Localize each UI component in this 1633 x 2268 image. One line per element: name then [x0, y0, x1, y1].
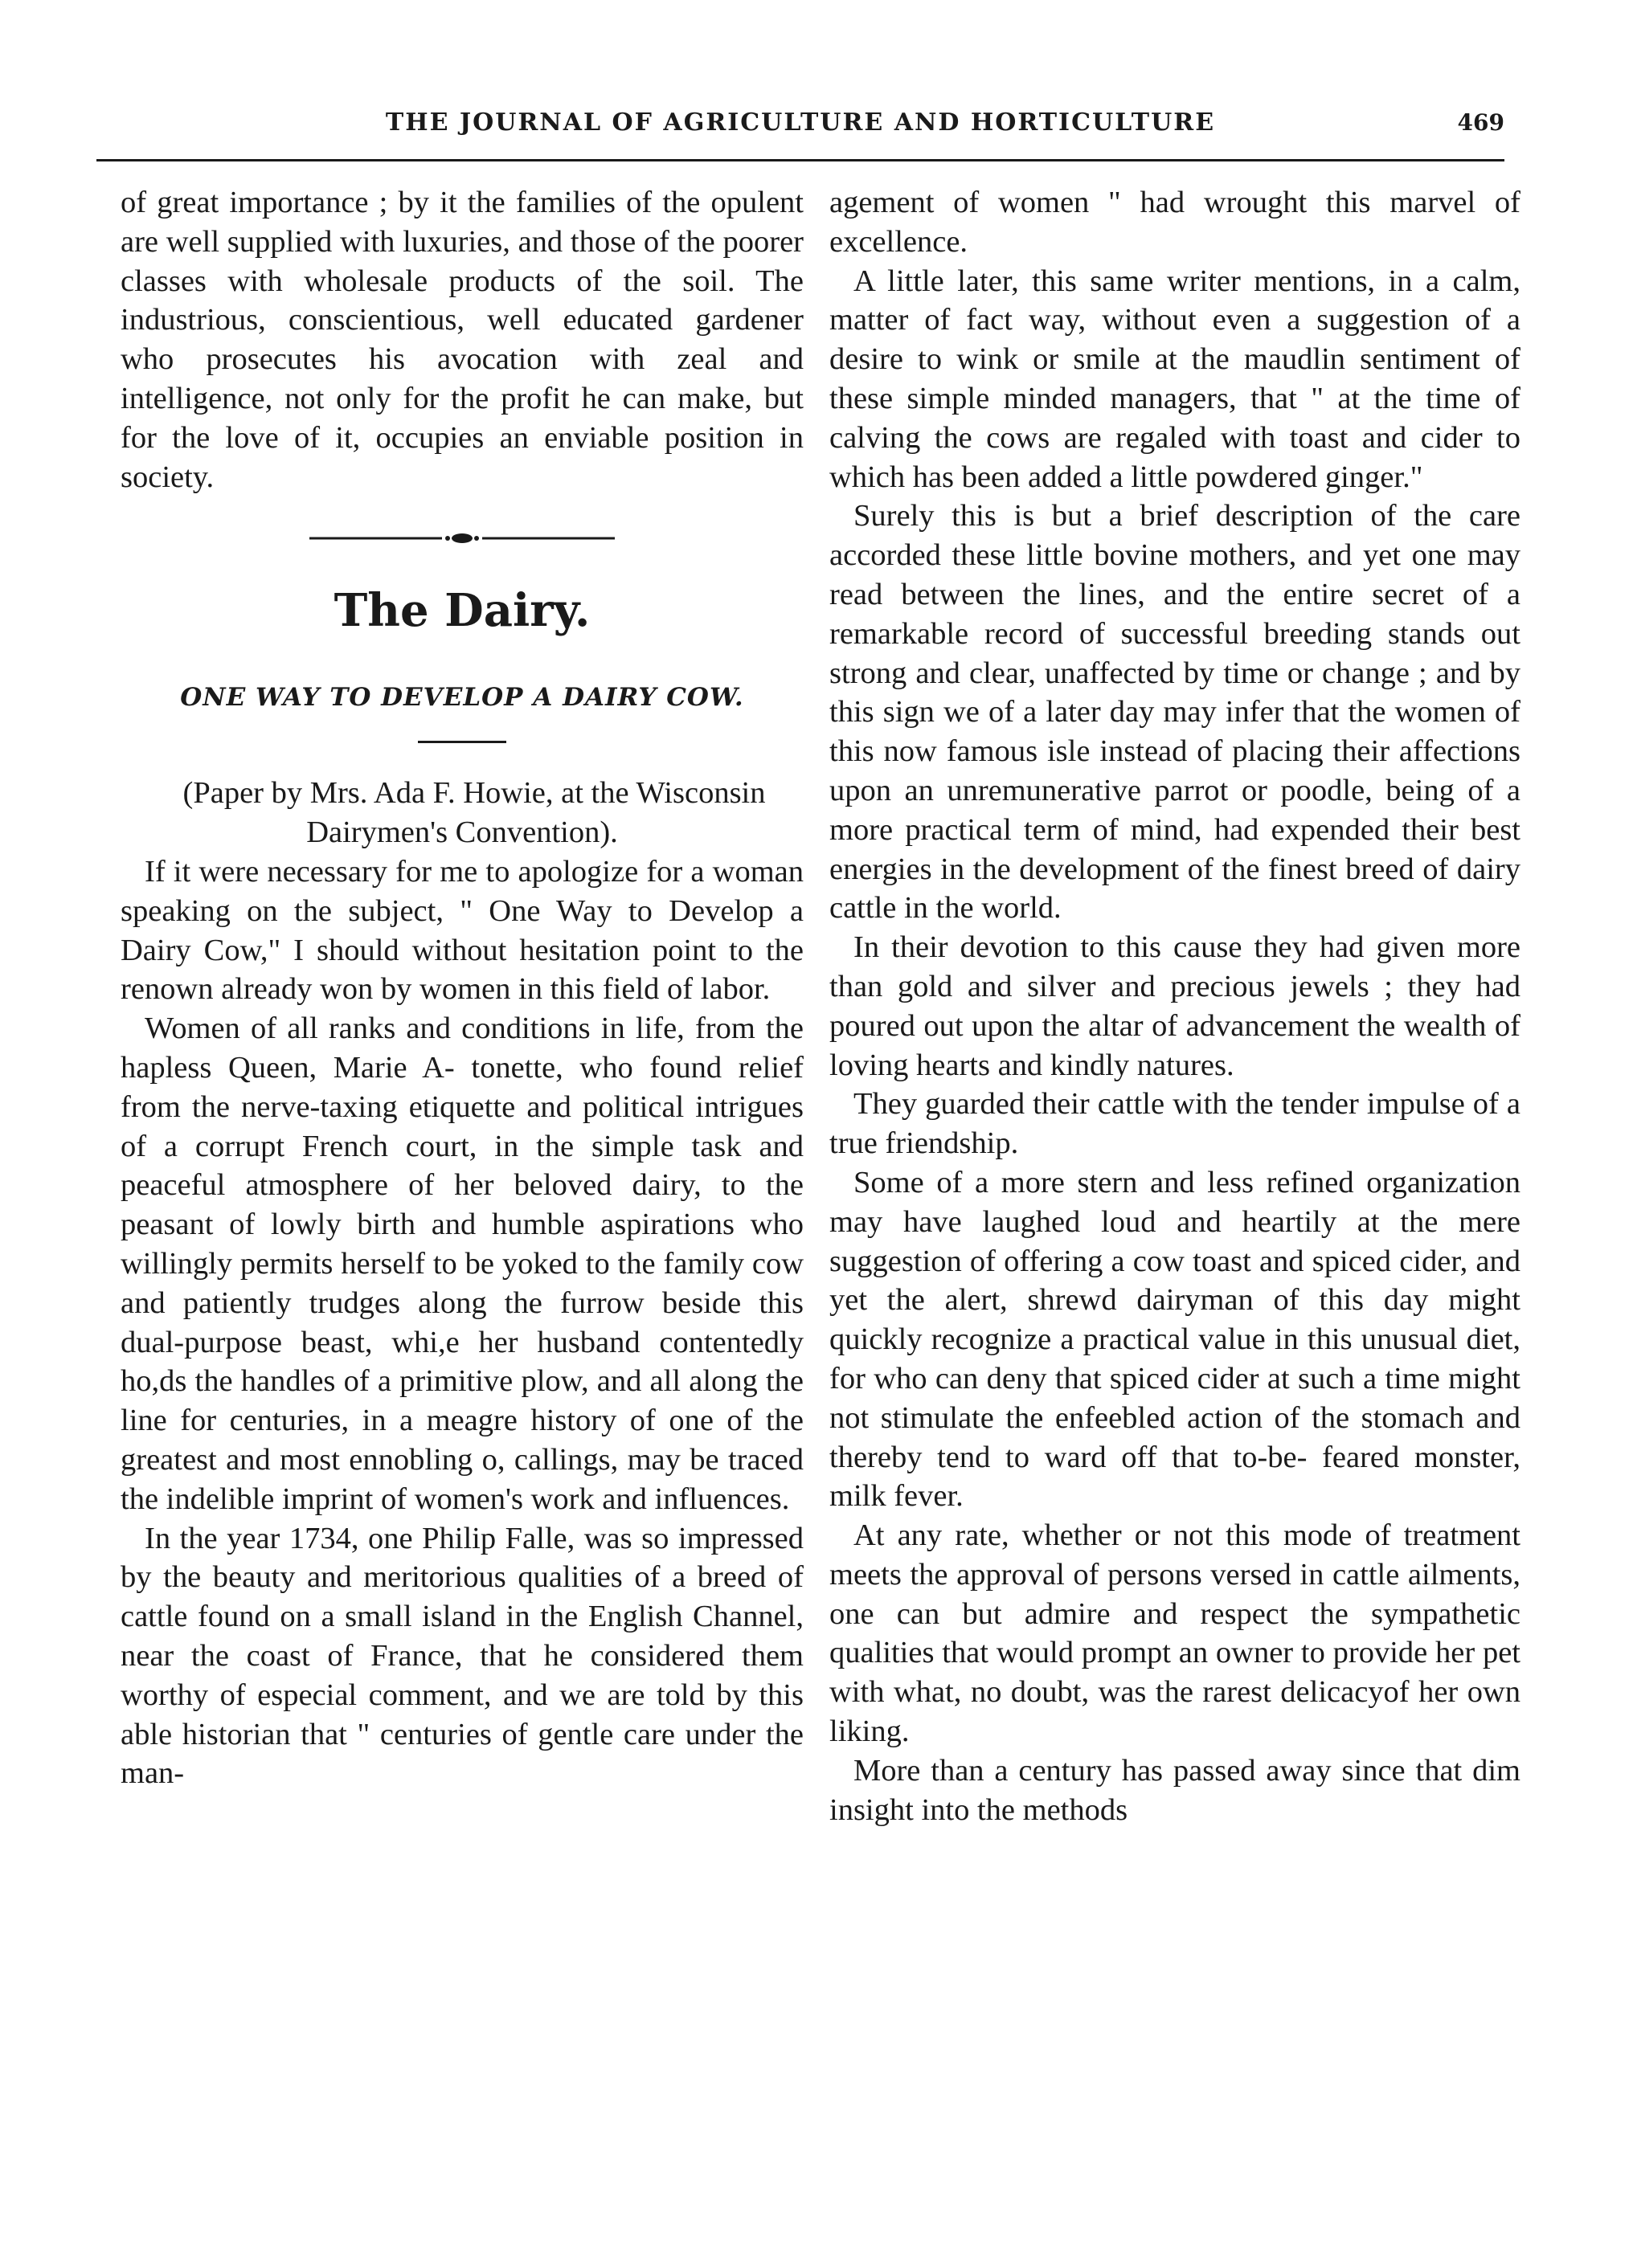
right-column [829, 183, 1520, 1829]
section-title: The Dairy. [334, 584, 591, 638]
body-paragraph: A little later, this same writer mentions, in a calm, matter of fact way, without even a suggestion of a desire to wink or smile at the maudlin sentiment of these simple minded managers, that " at the time of calving the cows are regaled with toast and cider to which has been added a little powdered ginger." [829, 264, 1520, 494]
body-paragraph: At any rate, whether or not this mode of treatment meets the approval of persons versed in cattle ailments, one can but admire and respect the sympathetic qualities that would prompt an owner to provide her pet with what, no doubt, was the rarest delicacyof her own liking. [829, 1518, 1520, 1749]
left-column [121, 183, 804, 1793]
intro-paragraph: of great importance ; by it the families of the opulent are well supplied with luxuries, and those of the poorer classes with wholesale products of the soil. The industrious, conscientious, well educated gardener who prosecutes his avocation with zeal and intelligence, not only for the profit he can make, but for the love of it, occupies an enviable position in society. [121, 186, 804, 494]
body-paragraph: In the year 1734, one Philip Falle, was so impressed by the beauty and meritorious qualities of a breed of cattle found on a small island in the English Channel, near the coast of France, that he considered them worthy of especial comment, and we are told by this able historian that " centuries of gentle care under the man- [121, 1521, 804, 1791]
article-byline: (Paper by Mrs. Ada F. Howie, at the Wisconsin Dairymen's Convention). [182, 776, 766, 850]
running-head [96, 103, 1504, 151]
continued-paragraph: agement of women " had wrought this marvel of excellence. [829, 186, 1520, 259]
body-paragraph: Surely this is but a brief description of the care accorded these little bovine mothers, and yet one may read between the lines, and the entire secret of a remarkable record of successful breeding stands out strong and clear, unaffected by time or change ; and by this sign we of a later day may infer that the women of this now famous isle instead of placing their affections upon an unremunerative parrot or poodle, being of a more practical term of mind, had expended their best energies in the development of the finest breed of dairy cattle in the world. [829, 499, 1520, 926]
journal-title: THE JOURNAL OF AGRICULTURE AND HORTICULTURE [385, 108, 1216, 137]
article-title: ONE WAY TO DEVELOP A DAIRY COW. [180, 683, 744, 713]
body-paragraph: Women of all ranks and conditions in life, from the hapless Queen, Marie A- tonette, who found relief from the nerve-taxing etiquette and political intrigues of a corrupt French court, in the simple task and peaceful atmosphere of her beloved dairy, to the peasant of lowly birth and humble aspirations who willingly permits herself to be yoked to the family cow and patiently trudges along the furrow beside this dual-purpose beast, whi,e her husband contentedly ho,ds the handles of a primitive plow, and all along the line for centuries, in a meagre history of one of the greatest and most ennobling o, callings, may be traced the indelible imprint of women's work and influences. [121, 1011, 804, 1516]
body-paragraph: They guarded their cattle with the tender impulse of a true friendship. [829, 1087, 1520, 1161]
section-divider-ornament [309, 530, 615, 546]
article-title-rule [418, 741, 506, 743]
body-paragraph: If it were necessary for me to apologize for a woman speaking on the subject, " One Way to Develop a Dairy Cow," I should without hesitation point to the renown already won by women in this field of labor. [121, 854, 804, 1007]
body-paragraph: More than a century has passed away since that dim insight into the methods [829, 1753, 1520, 1827]
header-rule [96, 159, 1504, 161]
body-paragraph: Some of a more stern and less refined organization may have laughed loud and heartily at the mere suggestion of offering a cow toast and spiced cider, and yet the alert, shrewd dairyman of this day might quickly recognize a practical value in this unusual diet, for who can deny that spiced cider at such a time might not stimulate the enfeebled action of the stomach and thereby tend to ward off that to-be- feared monster, milk fever. [829, 1165, 1520, 1514]
page-number: 469 [1457, 109, 1504, 136]
body-paragraph: In their devotion to this cause they had given more than gold and silver and precious jewels ; they had poured out upon the altar of advancement the wealth of loving hearts and kindly natures. [829, 930, 1520, 1082]
